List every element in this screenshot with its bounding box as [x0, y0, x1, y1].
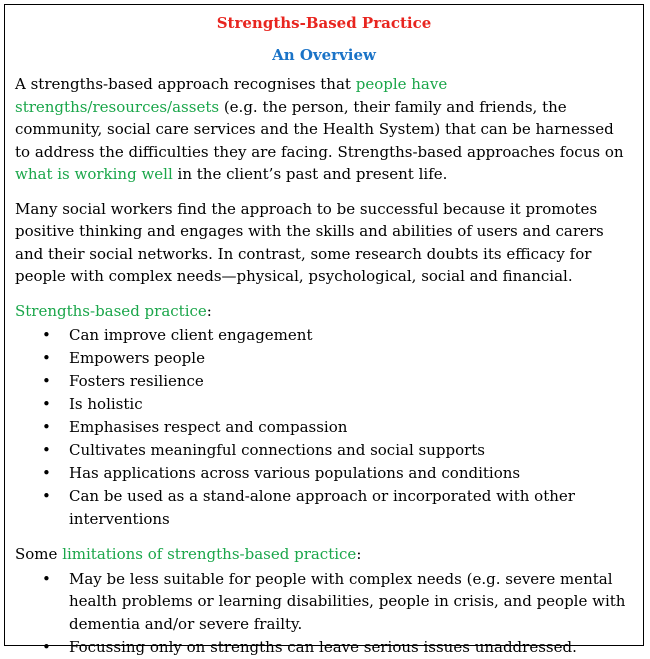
list-item	[15, 416, 633, 439]
list-item	[15, 636, 633, 659]
intro-text-3: in the client’s past and present life.	[172, 165, 448, 183]
bullet-icon: •	[42, 372, 51, 390]
list-item	[15, 485, 633, 531]
benefits-colon: :	[206, 301, 212, 320]
limitations-list	[15, 568, 633, 659]
list-item	[15, 462, 633, 485]
bullet-icon: •	[42, 638, 51, 656]
list-item-text: Emphasises respect and compassion	[69, 418, 348, 436]
list-item-text: Can be used as a stand-alone approach or incorporated with other interventions	[69, 487, 575, 528]
list-item-text: Is holistic	[69, 395, 143, 413]
list-item-text: Focussing only on strengths can leave serious issues unaddressed.	[69, 638, 577, 656]
list-item	[15, 370, 633, 393]
list-item-text: Fosters resilience	[69, 372, 204, 390]
list-item	[15, 347, 633, 370]
context-paragraph: Many social workers find the approach to be successful because it promotes positive thinking and engages with the skills and abilities of users and carers and their social networks. In contrast, some research doubts its efficacy for people with complex needs—physical, psychological, social and financial.	[15, 199, 604, 285]
list-item	[15, 568, 633, 636]
bullet-icon: •	[42, 441, 51, 459]
bullet-icon: •	[42, 487, 51, 505]
list-item-text: Can improve client engagement	[69, 326, 313, 344]
document-box	[4, 4, 644, 656]
list-item	[15, 393, 633, 416]
list-item	[15, 324, 633, 347]
list-item-text: Has applications across various populations and conditions	[69, 464, 521, 482]
intro-text-2: (e.g. the person, their family and friends, the community, social care services and the Health System) that can be harnessed to address the difficulties they are facing. Strengths-based approaches focus on	[15, 97, 624, 161]
bullet-icon: •	[42, 569, 51, 588]
bullet-icon: •	[42, 464, 51, 482]
benefits-heading	[15, 300, 633, 323]
list-item-text: Cultivates meaningful connections and social supports	[69, 441, 486, 459]
intro-paragraph	[15, 73, 633, 186]
bullet-icon: •	[42, 326, 51, 344]
page-title: Strengths-Based Practice	[216, 14, 432, 32]
list-item-text: May be less suitable for people with complex needs (e.g. severe mental health problems or learning disabilities, people in crisis, and people with dementia and/or severe frailty.	[69, 569, 626, 633]
limitations-heading	[15, 543, 633, 566]
limitations-prefix: Some	[15, 545, 63, 563]
limitations-label: limitations of strengths-based practice	[62, 545, 357, 563]
benefits-list	[15, 324, 633, 531]
intro-highlight-working-well: what is working well	[15, 165, 173, 183]
list-item	[15, 439, 633, 462]
bullet-icon: •	[42, 418, 51, 436]
list-item-text: Empowers people	[69, 349, 205, 367]
intro-highlight-strengths: people have strengths/resources/assets	[15, 75, 448, 116]
intro-text-1: A strengths-based approach recognises that	[15, 75, 356, 93]
limitations-colon: :	[356, 545, 362, 563]
page-subtitle: An Overview	[272, 46, 376, 64]
bullet-icon: •	[42, 395, 51, 413]
benefits-label: Strengths-based practice	[15, 301, 207, 320]
bullet-icon: •	[42, 349, 51, 367]
